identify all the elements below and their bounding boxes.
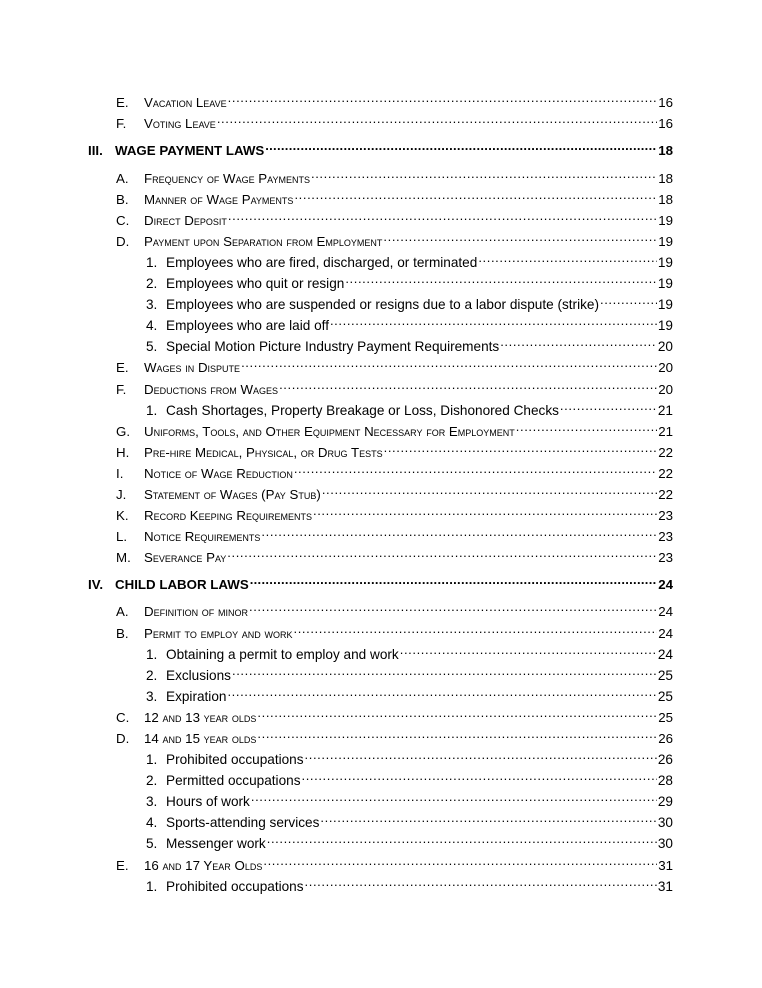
toc-entry-title: Employees who quit or resign xyxy=(166,276,345,291)
toc-entry[interactable] xyxy=(116,418,673,439)
dot-leader xyxy=(250,571,658,589)
toc-entry-title: Record Keeping Requirements xyxy=(144,508,312,523)
toc-entry-page: 16 xyxy=(658,116,673,131)
toc-entry-number: 1. xyxy=(146,647,158,662)
toc-entry[interactable] xyxy=(116,165,673,186)
dot-leader xyxy=(478,249,657,267)
toc-entry-title: Hours of work xyxy=(166,794,250,809)
toc-entry-title: WAGE PAYMENT LAWS xyxy=(115,143,265,158)
toc-entry-number: 5. xyxy=(146,836,158,851)
dot-leader xyxy=(500,333,657,351)
toc-entry-page: 21 xyxy=(658,424,673,439)
dot-leader xyxy=(516,418,657,436)
dot-leader xyxy=(322,481,657,499)
toc-entry-page: 19 xyxy=(657,318,673,333)
toc-entry[interactable] xyxy=(116,186,673,207)
toc-subentry[interactable] xyxy=(146,270,673,291)
toc-subentry[interactable] xyxy=(146,291,673,312)
dot-leader xyxy=(384,439,658,457)
toc-entry-page: 20 xyxy=(657,339,673,354)
toc-entry-number: 1. xyxy=(146,879,158,894)
toc-entry-title: Definition of minor xyxy=(144,604,248,619)
toc-entry-number: 1. xyxy=(146,255,158,270)
toc-entry-page: 29 xyxy=(657,794,673,809)
toc-entry-page: 28 xyxy=(657,773,673,788)
toc-entry-number: III. xyxy=(88,143,103,158)
toc-entry-title: Vacation Leave xyxy=(144,95,227,110)
toc-entry-title: Uniforms, Tools, and Other Equipment Necessary for Employment xyxy=(144,424,515,439)
toc-entry-page: 26 xyxy=(657,752,673,767)
toc-subentry[interactable] xyxy=(146,873,673,894)
toc-entry-page: 19 xyxy=(657,276,673,291)
toc-entry-title: Statement of Wages (Pay Stub) xyxy=(144,487,321,502)
dot-leader xyxy=(305,873,657,891)
toc-entry-number: 2. xyxy=(146,668,158,683)
dot-leader xyxy=(294,186,657,204)
toc-entry-number: L. xyxy=(116,529,128,544)
dot-leader xyxy=(263,852,657,870)
toc-entry-title: Obtaining a permit to employ and work xyxy=(166,647,399,662)
toc-entry-page: 31 xyxy=(658,858,673,873)
toc-subentry[interactable] xyxy=(146,746,673,767)
toc-entry-page: 30 xyxy=(657,815,673,830)
dot-leader xyxy=(257,704,657,722)
toc-subentry[interactable] xyxy=(146,767,673,788)
dot-leader xyxy=(228,89,658,107)
dot-leader xyxy=(227,544,657,562)
toc-entry-page: 19 xyxy=(658,234,673,249)
toc-entry-number: 1. xyxy=(146,403,158,418)
toc-entry[interactable] xyxy=(116,460,673,481)
toc-entry-title: Messenger work xyxy=(166,836,266,851)
toc-entry[interactable] xyxy=(116,502,673,523)
toc-entry-number: 2. xyxy=(146,276,158,291)
dot-leader xyxy=(345,270,657,288)
dot-leader xyxy=(232,662,657,680)
toc-entry-title: Manner of Wage Payments xyxy=(144,192,294,207)
toc-entry-page: 20 xyxy=(658,382,673,397)
toc-entry-number: 2. xyxy=(146,773,158,788)
toc-subentry[interactable] xyxy=(146,683,673,704)
toc-entry-title: 12 and 13 year olds xyxy=(144,710,257,725)
toc-entry-number: 4. xyxy=(146,815,158,830)
toc-entry-number: 3. xyxy=(146,297,158,312)
toc-entry-page: 23 xyxy=(658,508,673,523)
toc-entry-page: 19 xyxy=(657,255,673,270)
toc-entry-title: Notice of Wage Reduction xyxy=(144,466,293,481)
toc-entry-number: D. xyxy=(116,234,130,249)
dot-leader xyxy=(560,397,657,415)
toc-entry-page: 19 xyxy=(657,297,673,312)
toc-entry-page: 20 xyxy=(658,360,673,375)
toc-subentry[interactable] xyxy=(146,249,673,270)
toc-subentry[interactable] xyxy=(146,809,673,830)
toc-entry-page: 31 xyxy=(657,879,673,894)
toc-subentry[interactable] xyxy=(146,333,673,354)
toc-entry-title: Wages in Dispute xyxy=(144,360,241,375)
toc-entry-number: 5. xyxy=(146,339,158,354)
dot-leader xyxy=(302,767,657,785)
dot-leader xyxy=(265,137,657,155)
toc-entry-number: E. xyxy=(116,858,129,873)
toc-entry[interactable] xyxy=(116,439,673,460)
toc-entry-title: Prohibited occupations xyxy=(166,752,304,767)
toc-entry-title: Payment upon Separation from Employment xyxy=(144,234,383,249)
toc-entry-title: Prohibited occupations xyxy=(166,879,304,894)
toc-entry[interactable] xyxy=(116,704,673,725)
toc-entry-page: 23 xyxy=(658,529,673,544)
toc-entry-number: E. xyxy=(116,95,129,110)
toc-subentry[interactable] xyxy=(146,312,673,333)
toc-entry-title: Voting Leave xyxy=(144,116,216,131)
dot-leader xyxy=(251,788,657,806)
toc-entry-title: Employees who are fired, discharged, or terminated xyxy=(166,255,478,270)
toc-entry-number: M. xyxy=(116,550,131,565)
dot-leader xyxy=(241,354,657,372)
toc-entry-page: 18 xyxy=(658,143,673,158)
toc-entry-title: Sports-attending services xyxy=(166,815,320,830)
toc-entry-title: Pre-hire Medical, Physical, or Drug Tests xyxy=(144,445,383,460)
toc-section-heading[interactable] xyxy=(88,571,673,592)
toc-entry[interactable] xyxy=(116,228,673,249)
toc-entry-title: Notice Requirements xyxy=(144,529,261,544)
toc-entry-number: IV. xyxy=(88,577,104,592)
toc-entry-number: A. xyxy=(116,604,129,619)
toc-entry-title: CHILD LABOR LAWS xyxy=(115,577,249,592)
toc-entry-page: 18 xyxy=(658,192,673,207)
toc-entry-title: Deductions from Wages xyxy=(144,382,279,397)
toc-entry-number: D. xyxy=(116,731,130,746)
toc-entry-page: 25 xyxy=(657,668,673,683)
toc-entry-number: J. xyxy=(116,487,127,502)
toc-subentry[interactable] xyxy=(146,788,673,809)
toc-entry-page: 22 xyxy=(658,466,673,481)
toc-entry-page: 24 xyxy=(657,647,673,662)
toc-entry[interactable] xyxy=(116,725,673,746)
toc-entry-number: B. xyxy=(116,626,129,641)
toc-entry-title: 14 and 15 year olds xyxy=(144,731,257,746)
toc-entry-number: C. xyxy=(116,213,130,228)
dot-leader xyxy=(267,830,657,848)
dot-leader xyxy=(294,460,657,478)
toc-entry-number: E. xyxy=(116,360,129,375)
dot-leader xyxy=(227,683,656,701)
dot-leader xyxy=(305,746,657,764)
toc-entry-page: 22 xyxy=(658,487,673,502)
toc-entry[interactable] xyxy=(116,544,673,565)
toc-entry-number: 3. xyxy=(146,689,158,704)
toc-entry-title: 16 and 17 Year Olds xyxy=(144,858,263,873)
toc-section-heading[interactable] xyxy=(88,137,673,158)
toc-entry-page: 24 xyxy=(658,604,673,619)
dot-leader xyxy=(330,312,657,330)
toc-entry-title: Frequency of Wage Payments xyxy=(144,171,310,186)
dot-leader xyxy=(311,165,657,183)
dot-leader xyxy=(279,376,657,394)
toc-entry-page: 23 xyxy=(658,550,673,565)
toc-entry-page: 18 xyxy=(658,171,673,186)
toc-entry-page: 26 xyxy=(658,731,673,746)
toc-entry-title: Cash Shortages, Property Breakage or Loss, Dishonored Checks xyxy=(166,403,559,418)
toc-entry-page: 25 xyxy=(658,710,673,725)
toc-entry-number: B. xyxy=(116,192,129,207)
toc-entry-page: 22 xyxy=(658,445,673,460)
toc-entry[interactable] xyxy=(116,376,673,397)
toc-entry-number: K. xyxy=(116,508,129,523)
toc-entry-number: A. xyxy=(116,171,129,186)
toc-entry-title: Employees who are suspended or resigns due to a labor dispute (strike) xyxy=(166,297,599,312)
toc-entry-page: 30 xyxy=(657,836,673,851)
toc-entry-number: F. xyxy=(116,116,127,131)
toc-subentry[interactable] xyxy=(146,641,673,662)
dot-leader xyxy=(217,110,657,128)
toc-entry[interactable] xyxy=(116,207,673,228)
toc-entry-page: 24 xyxy=(658,577,673,592)
dot-leader xyxy=(320,809,656,827)
toc-entry[interactable] xyxy=(116,354,673,375)
toc-subentry[interactable] xyxy=(146,397,673,418)
toc-entry-title: Special Motion Picture Industry Payment Requirements xyxy=(166,339,500,354)
toc-entry-title: Exclusions xyxy=(166,668,231,683)
toc-entry-number: 4. xyxy=(146,318,158,333)
toc-entry[interactable] xyxy=(116,481,673,502)
dot-leader xyxy=(249,598,657,616)
toc-entry-number: H. xyxy=(116,445,130,460)
toc-entry-page: 25 xyxy=(657,689,673,704)
toc-entry[interactable] xyxy=(116,89,673,110)
toc-entry[interactable] xyxy=(116,852,673,873)
toc-entry-page: 19 xyxy=(658,213,673,228)
dot-leader xyxy=(313,502,657,520)
dot-leader xyxy=(400,641,657,659)
dot-leader xyxy=(257,725,657,743)
toc-entry[interactable] xyxy=(116,110,673,131)
toc-entry-page: 24 xyxy=(658,626,673,641)
toc-entry-number: G. xyxy=(116,424,131,439)
dot-leader xyxy=(383,228,657,246)
toc-entry-title: Permit to employ and work xyxy=(144,626,293,641)
dot-leader xyxy=(600,291,657,309)
toc-entry-number: 1. xyxy=(146,752,158,767)
toc-entry[interactable] xyxy=(116,598,673,619)
toc-entry-number: 3. xyxy=(146,794,158,809)
toc-subentry[interactable] xyxy=(146,830,673,851)
toc-entry-number: F. xyxy=(116,382,127,397)
toc-entry-page: 16 xyxy=(658,95,673,110)
toc-entry-page: 21 xyxy=(657,403,673,418)
toc-entry-number: I. xyxy=(116,466,124,481)
toc-entry-title: Permitted occupations xyxy=(166,773,301,788)
dot-leader xyxy=(294,620,658,638)
toc-entry[interactable] xyxy=(116,620,673,641)
toc-entry-title: Employees who are laid off xyxy=(166,318,329,333)
dot-leader xyxy=(228,207,657,225)
toc-entry-number: C. xyxy=(116,710,130,725)
toc-entry-title: Expiration xyxy=(166,689,227,704)
toc-entry-title: Direct Deposit xyxy=(144,213,227,228)
toc-entry[interactable] xyxy=(116,523,673,544)
dot-leader xyxy=(261,523,657,541)
toc-entry-title: Severance Pay xyxy=(144,550,227,565)
toc-subentry[interactable] xyxy=(146,662,673,683)
